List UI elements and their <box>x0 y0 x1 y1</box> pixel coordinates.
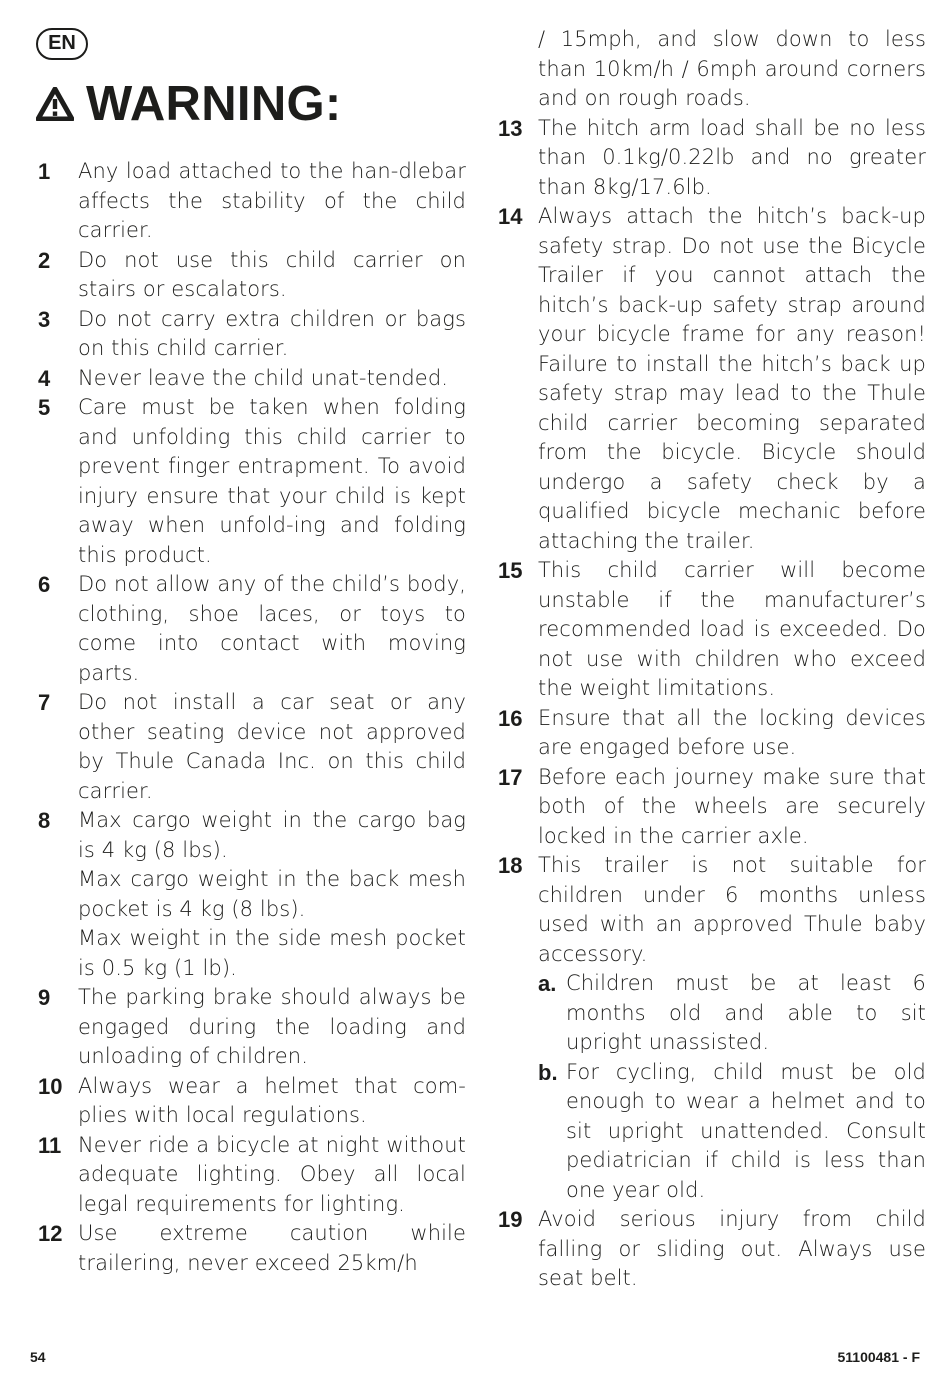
language-badge: EN <box>36 28 88 60</box>
warning-item <box>498 704 926 763</box>
item-number: 13 <box>498 115 523 141</box>
warning-item <box>38 1072 466 1131</box>
warning-item <box>498 1205 926 1294</box>
warning-item <box>38 806 466 865</box>
warning-item <box>38 1219 466 1278</box>
item-text: The parking brake should always be engaged during the loading and unloading of children. <box>78 985 466 1068</box>
item-number: 2 <box>38 247 51 273</box>
sub-item <box>498 969 926 1058</box>
item-text: Always wear a helmet that com-plies with local regulations. <box>78 1073 466 1127</box>
warning-item <box>38 688 466 806</box>
warning-item <box>498 556 926 704</box>
item-text: Max cargo weight in the cargo bag is 4 kg (8 lbs). <box>78 808 466 862</box>
item-number: 11 <box>38 1132 62 1158</box>
item-number: 14 <box>498 204 523 229</box>
sub-item-text: Children must be at least 6 months old and able to sit upright unassisted. <box>566 971 926 1054</box>
item-text: Care must be taken when folding and unfolding this child carrier to prevent finger entrapment. To avoid injury ensure that your child is kept away when unfold-ing and folding this product. <box>78 395 466 567</box>
warning-item <box>498 763 926 852</box>
item-number: 15 <box>498 558 523 583</box>
warning-item <box>38 570 466 688</box>
right-column <box>498 25 926 1294</box>
item-text: Before each journey make sure that both of the wheels are securely locked in the carrier axle. <box>538 764 926 848</box>
warning-item <box>38 983 466 1072</box>
item-text: Always attach the hitch’s back-up safety strap. Do not use the Bicycle Trailer if you cannot attach the hitch’s back-up safety strap around your bicycle frame for any reason! Failure to install the hitch’s back up safety strap may lead to the Thule child carrier becoming separated from the bicycle. Bicycle should undergo a safety check by a qualified bicycle mechanic before attaching the trailer. <box>538 204 926 553</box>
sub-item <box>498 1058 926 1206</box>
item-text: Do not install a car seat or any other seating device not approved by Thule Canada Inc. on this child carrier. <box>78 690 466 803</box>
item-text: Any load attached to the han-dlebar affects the stability of the child carrier. <box>78 159 466 242</box>
item-text: Ensure that all the locking devices are engaged before use. <box>538 705 926 759</box>
warning-heading <box>36 76 342 132</box>
item-number: 1 <box>38 159 51 184</box>
item-text: Never ride a bicycle at night without adequate lighting. Obey all local legal requirements for lighting. <box>78 1132 466 1216</box>
item-extra-text: Max weight in the side mesh pocket is 0.5 kg (1 lb). <box>78 926 466 980</box>
item-number: 7 <box>38 690 51 715</box>
item-continuation <box>38 924 466 983</box>
item-number: 6 <box>38 572 51 597</box>
item-text: Use extreme caution while trailering, never exceed 25km/h <box>78 1221 466 1275</box>
item-continuation <box>498 25 926 114</box>
item-text: This trailer is not suitable for children under 6 months unless used with an approved Thule baby accessory. <box>538 853 926 966</box>
warning-item <box>38 157 466 246</box>
item-text: This child carrier will become unstable if the manufacturer’s recommended load is exceeded. Do not use with children who exceed the weight limitations. <box>538 558 926 700</box>
document-code: 51100481 - F <box>837 1349 920 1365</box>
heading-text: WARNING: <box>86 77 342 131</box>
warning-item <box>38 393 466 570</box>
item-text: Do not use this child carrier on stairs or escalators. <box>78 247 466 301</box>
item-number: 19 <box>498 1207 523 1232</box>
item-number: 18 <box>498 853 523 878</box>
sub-item-letter: a. <box>538 971 557 996</box>
warning-item <box>38 364 466 394</box>
warning-item <box>498 202 926 556</box>
sub-item-text: For cycling, child must be old enough to wear a helmet and to sit upright unattended. Consult pediatrician if child is less than one year old. <box>566 1059 926 1202</box>
warning-triangle-icon <box>36 87 74 121</box>
item-extra-text: Max cargo weight in the back mesh pocket is 4 kg (8 lbs). <box>78 867 466 921</box>
item-number: 12 <box>38 1221 63 1246</box>
item-number: 10 <box>38 1073 63 1099</box>
warning-item <box>38 246 466 305</box>
item-number: 17 <box>498 764 523 790</box>
item-number: 9 <box>38 985 51 1010</box>
item-text: Do not carry extra children or bags on this child carrier. <box>78 306 466 360</box>
continued-text: / 15mph, and slow down to less than 10km/h / 6mph around corners and on rough roads. <box>538 27 926 110</box>
item-text: Avoid serious injury from child falling or sliding out. Always use seat belt. <box>538 1207 926 1290</box>
warning-item <box>38 1131 466 1220</box>
item-number: 8 <box>38 808 51 833</box>
item-number: 16 <box>498 705 523 731</box>
item-text: Do not allow any of the child’s body, clothing, shoe laces, or toys to come into contact with moving parts. <box>78 572 466 685</box>
item-number: 3 <box>38 306 51 332</box>
warning-item <box>498 114 926 203</box>
warning-item <box>498 851 926 969</box>
item-number: 5 <box>38 395 51 420</box>
item-continuation <box>38 865 466 924</box>
sub-item-letter: b. <box>538 1059 558 1085</box>
item-number: 4 <box>38 365 51 391</box>
warning-item <box>38 305 466 364</box>
item-text: Never leave the child unat-tended. <box>78 365 449 390</box>
left-column <box>38 157 466 1278</box>
page-number: 54 <box>30 1349 46 1365</box>
item-text: The hitch arm load shall be no less than 0.1kg/0.22lb and no greater than 8kg/17.6lb. <box>538 115 926 199</box>
